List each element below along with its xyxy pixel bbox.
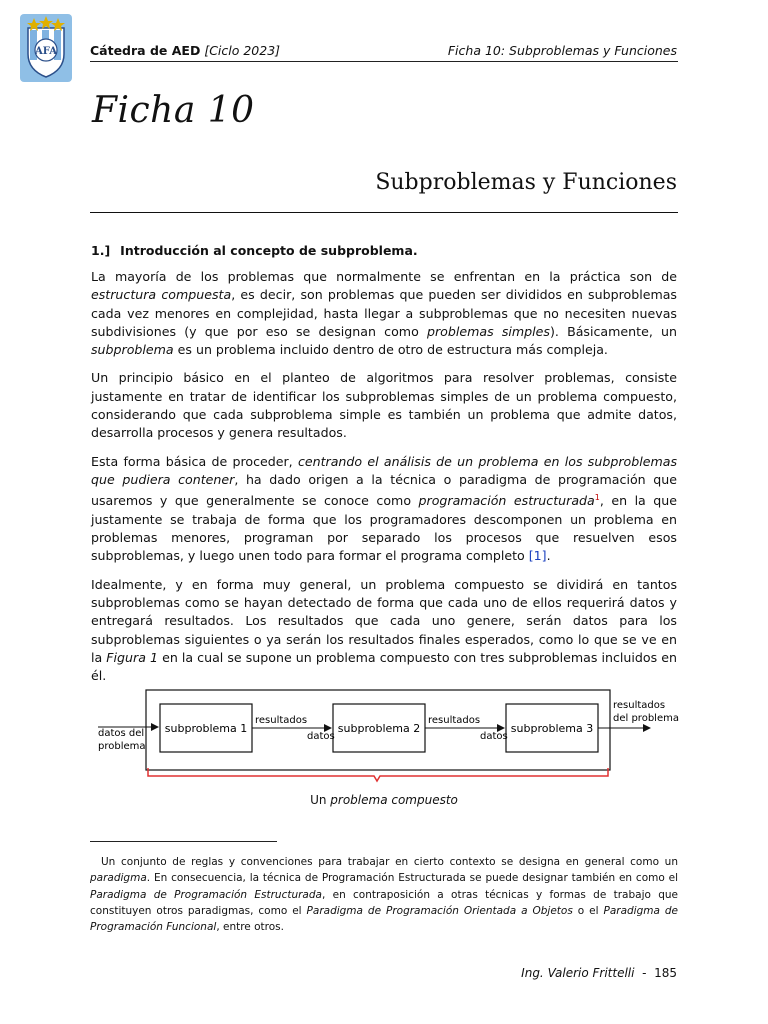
italic-run: subproblema — [91, 342, 174, 358]
text-run: La mayoría de los problemas que normalmente se enfrentan en la práctica son de — [91, 269, 677, 284]
body-text — [91, 268, 677, 695]
text-run: es un problema incluido dentro de otro de estructura más compleja. — [173, 342, 608, 358]
section-title: Introducción al concepto de subproblema. — [120, 243, 418, 258]
section-heading — [91, 243, 418, 258]
results-label-1: resultados — [255, 715, 308, 726]
paragraph-2 — [91, 369, 677, 442]
text-run: , ha dado origen a la técnica o paradigma de programación que usaremos y que generalmente se conoce como — [91, 471, 677, 509]
paragraph-1 — [91, 268, 677, 359]
italic-run: paradigma — [90, 872, 147, 885]
header-course — [90, 43, 280, 58]
input-label-2: problema — [98, 741, 146, 752]
italic-run: Paradigma de Programación Estructurada — [90, 888, 322, 901]
input-label-1: datos del — [98, 728, 145, 739]
paragraph-4 — [91, 576, 677, 686]
paragraph-3 — [91, 453, 677, 566]
text-run: Idealmente, y en forma muy general, un problema compuesto se dividirá en tantos subproblemas como se hayan detectado de forma que cada uno de ellos requerirá datos y entregará resultados. Los resultados que cada uno genere, serán datos para los subproblemas siguientes o ya serán los resultados finales esperados, como lo que se ve en la — [91, 576, 677, 665]
text-run: . — [546, 548, 551, 564]
italic-run: programación estructurada — [418, 493, 595, 509]
subproblem-2-label: subproblema 2 — [337, 722, 421, 735]
subproblem-3-label: subproblema 3 — [510, 722, 594, 735]
text-run: , es decir, son problemas que pueden ser divididos en subproblemas cada vez menores en complejidad, hasta llegar a subproblemas que no necesiten nuevas subdivisiones (y que por eso se designan como — [91, 287, 677, 339]
text-run: Esta forma básica de proceder, — [91, 453, 298, 469]
caption-italic: problema compuesto — [330, 793, 458, 807]
header-rule — [90, 61, 678, 62]
section-number: 1.] — [91, 243, 111, 258]
text-run: , en contraposición a otras técnicas y formas de trabajo que constituyen otros paradigmas, como el — [90, 888, 679, 917]
italic-run: problemas simples — [426, 323, 550, 339]
text-run: o el — [572, 904, 604, 917]
text-run: . En consecuencia, la técnica de Programación Estructurada se puede designar también en como el — [146, 872, 678, 885]
text-run: Un conjunto de reglas y convenciones para trabajar en cierto contexto se designa en general como un — [101, 856, 678, 868]
footnote — [90, 854, 678, 935]
footnote-rule — [90, 841, 277, 842]
citation-link[interactable]: [1] — [528, 548, 547, 564]
footer-author: Ing. Valerio Frittelli — [521, 966, 635, 980]
results-label-2: resultados — [428, 715, 481, 726]
text-run: ). Básicamente, un — [549, 323, 677, 339]
footer-separator: - — [642, 966, 647, 980]
italic-run: Paradigma de Programación Orientada a Objetos — [306, 904, 573, 917]
caption-text: Un — [310, 793, 331, 807]
output-label-1: resultados — [613, 700, 666, 711]
italic-run: centrando el análisis de un problema en los subproblemas que pudiera contener — [91, 453, 678, 487]
text-run: , en la que justamente se trabaja de forma que los programadores descomponen un problema en problemas menores, programan por separado los procesos que resuelven esos subproblemas, y luego unen todo para formar el programa completo — [91, 493, 677, 564]
subproblem-1-label: subproblema 1 — [164, 722, 248, 735]
title-rule — [90, 212, 678, 213]
italic-run: estructura compuesta — [91, 287, 232, 303]
text-run: , entre otros. — [216, 921, 284, 934]
data-label-3: datos — [480, 731, 508, 742]
afa-shield-icon — [20, 14, 72, 82]
italic-run: Paradigma de Programación Funcional — [90, 904, 678, 934]
logo-text: AFA — [34, 46, 58, 57]
page-title: Ficha 10 — [92, 90, 255, 131]
footnote-ref[interactable]: 1 — [594, 493, 600, 503]
page-subtitle: Subproblemas y Funciones — [375, 170, 677, 195]
data-label-2: datos — [307, 731, 335, 742]
page-number: 185 — [654, 966, 677, 980]
figure-caption — [0, 793, 768, 807]
course-name: Cátedra de AED — [90, 43, 201, 58]
output-label-2: del problema — [613, 713, 679, 724]
course-cycle: [Ciclo 2023] — [204, 43, 281, 58]
page-footer — [521, 966, 677, 980]
text-run: en la cual se supone un problema compuesto con tres subproblemas incluidos en él. — [91, 649, 677, 684]
italic-run: Figura 1 — [106, 649, 158, 665]
text-run: Un principio básico en el planteo de algoritmos para resolver problemas, consiste justamente en tratar de identificar los subproblemas simples de un problema compuesto, considerando que cada subproblema simple es también un problema que admite datos, desarrolla procesos y genera resultados. — [91, 370, 677, 441]
header-chapter: Ficha 10: Subproblemas y Funciones — [447, 43, 677, 58]
